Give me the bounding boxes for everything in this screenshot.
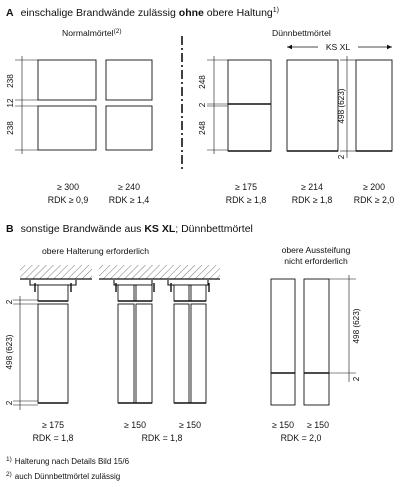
footnote-1: $^{1)}$ Halterung nach Details Bild 15/6: [6, 456, 130, 466]
dim-left-top: 238: [6, 74, 15, 88]
dim-right-height: 498 (623): [337, 88, 346, 124]
wall-a5: [356, 60, 392, 151]
wall-a3-rdk: RDK ≥ 1,8: [225, 195, 267, 205]
dim-left-bottom: 238: [6, 121, 15, 135]
section-b-heading: B sonstige Brandwände aus KS XL; Dünnbettmörtel: [6, 223, 253, 235]
wall-a2-thickness: ≥ 240: [118, 182, 140, 192]
wall-b4-rdk: RDK = 2,0: [280, 433, 322, 443]
thin-mortar-label: Dünnbettmörtel: [272, 28, 331, 38]
wall-a3-thickness: ≥ 175: [235, 182, 257, 192]
dim-mid-top: 248: [198, 75, 207, 89]
label-bracing-required: obere Halterung erforderlich: [42, 246, 150, 256]
ceiling-slab-right: [99, 265, 220, 279]
wall-b4b-thickness: ≥ 150: [307, 420, 329, 430]
wall-a1-rdk: RDK ≥ 0,9: [47, 195, 89, 205]
wall-b3-thickness: ≥ 150: [179, 420, 201, 430]
dim-chain-left: [15, 56, 38, 154]
wall-a1: [38, 60, 96, 150]
normal-mortar-label: Normalmörtel$^{(2)}$: [62, 28, 122, 38]
wall-b4a-thickness: ≥ 150: [272, 420, 294, 430]
dim-b-right-joint: 2: [352, 376, 361, 382]
wall-b1-thickness: ≥ 175: [42, 420, 64, 430]
dim-mid-joint: 2: [198, 102, 207, 108]
dim-right-joint: 2: [337, 154, 346, 160]
dim-left-joint: 12: [6, 98, 15, 108]
wall-b2-b3-rdk: RDK = 1,8: [141, 433, 183, 443]
ks-xl-label: KS XL: [325, 42, 351, 52]
dim-mid-bottom: 248: [198, 121, 207, 135]
dim-b-height: 498 (623): [5, 334, 14, 370]
wall-a4-thickness: ≥ 214: [301, 182, 323, 192]
wall-a4: [287, 60, 338, 151]
wall-b2-thickness: ≥ 150: [124, 420, 146, 430]
footnote-2: $^{2)}$ auch Dünnbettmörtel zulässig: [6, 471, 121, 481]
dim-b-right-height: 498 (623): [352, 308, 361, 344]
wall-b2: [114, 280, 154, 403]
wall-a5-thickness: ≥ 200: [363, 182, 385, 192]
dim-b-bottom-joint: 2: [5, 400, 14, 406]
wall-b1: [30, 280, 76, 403]
section-a-heading: A einschalige Brandwände zulässig ohne obere Haltung$^{1)}$: [6, 7, 279, 19]
wall-b1-rdk: RDK = 1,8: [32, 433, 74, 443]
dim-chain-mid: [207, 56, 228, 154]
label-bracing-not-required-1: obere Aussteifung: [281, 245, 351, 255]
dim-b-top-joint: 2: [5, 299, 14, 305]
wall-a1-thickness: ≥ 300: [57, 182, 79, 192]
wall-b3: [168, 280, 209, 403]
dim-chain-b-left: [13, 296, 38, 410]
wall-a2: [106, 60, 152, 150]
wall-a4-rdk: RDK ≥ 1,8: [291, 195, 333, 205]
wall-a3: [228, 60, 271, 151]
wall-a2-rdk: RDK ≥ 1,4: [108, 195, 150, 205]
label-bracing-not-required-2: nicht erforderlich: [284, 256, 348, 266]
wall-b4: [271, 279, 329, 405]
ceiling-slab-left: [20, 265, 92, 279]
wall-a5-rdk: RDK ≥ 2,0: [353, 195, 395, 205]
